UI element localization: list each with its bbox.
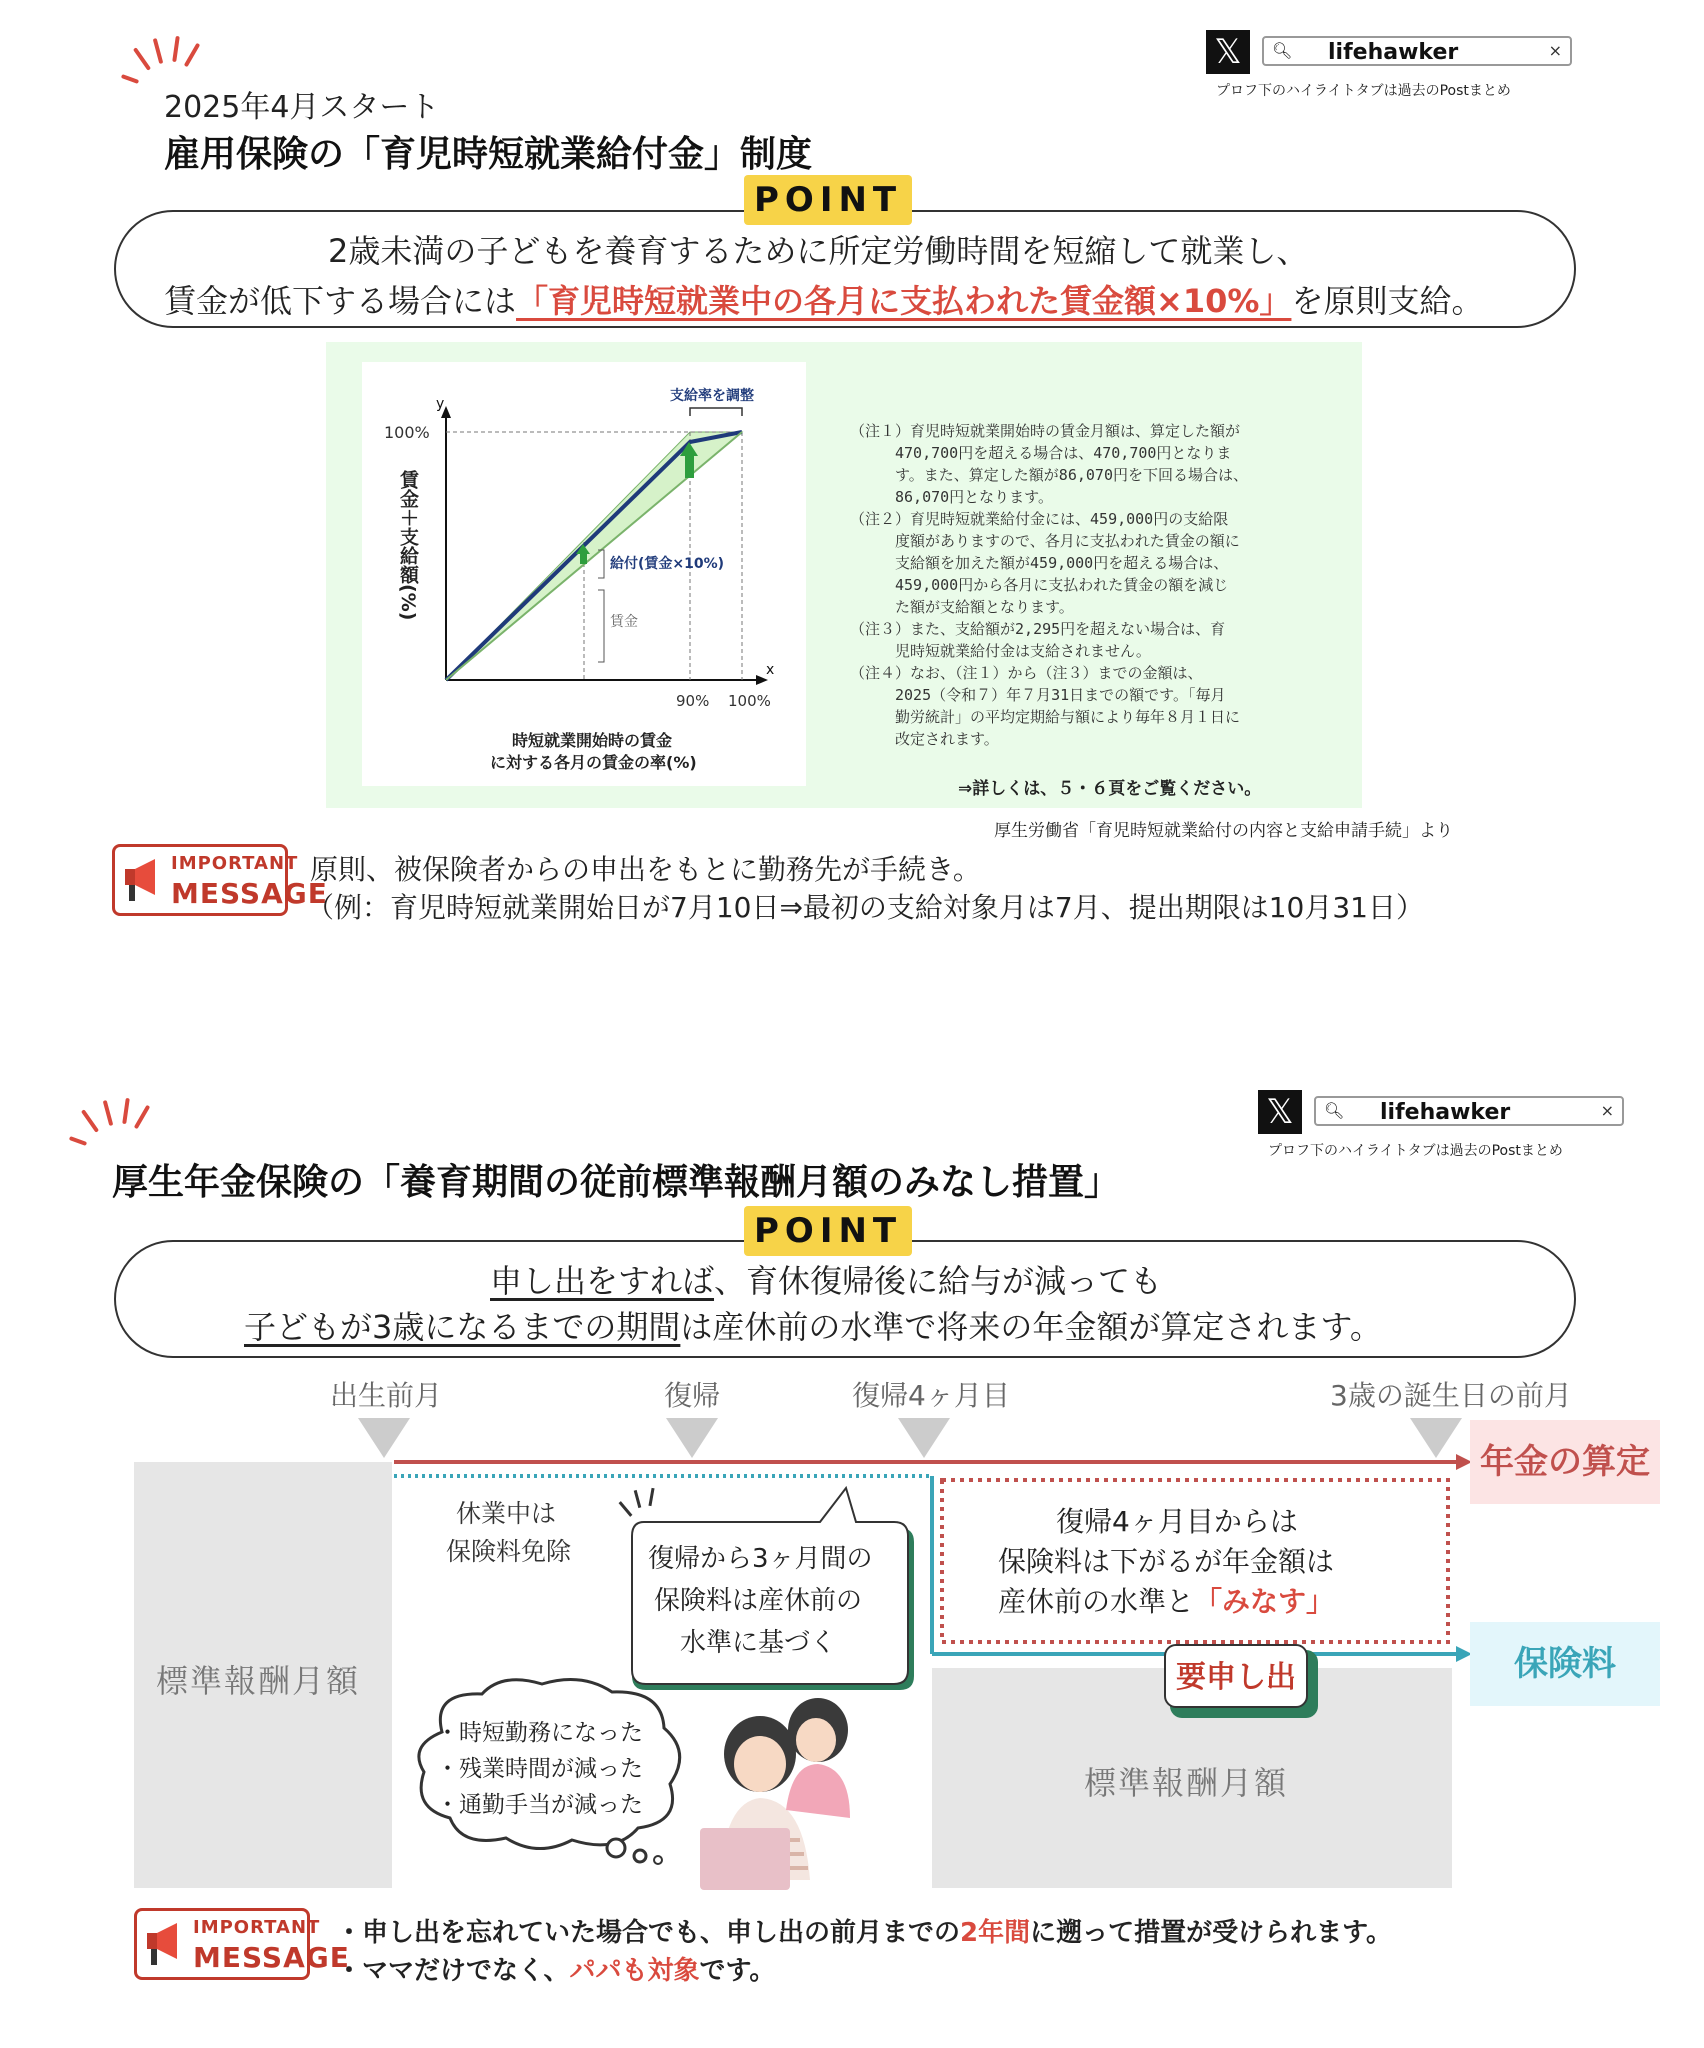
search-box[interactable] xyxy=(1262,36,1572,66)
note-line: す。また、算定した額が86,070円を下回る場合は、 xyxy=(850,466,1248,484)
section-2-title: 厚生年金保険の「養育期間の従前標準報酬月額のみなし措置」 xyxy=(112,1162,1121,1203)
close-icon[interactable]: × xyxy=(1600,1101,1614,1120)
adjust-label: 支給率を調整 xyxy=(670,388,754,404)
bubble-line-3: 水準に基づく xyxy=(680,1628,837,1658)
x-logo-icon[interactable]: 𝕏 xyxy=(1206,30,1250,74)
box-line-3-highlight: 「みなす」 xyxy=(1194,1585,1335,1618)
point-badge: POINT xyxy=(744,1206,912,1256)
box-line-1: 復帰4ヶ月目からは xyxy=(1056,1505,1298,1538)
note-line: 470,700円を超える場合は、470,700円となりま xyxy=(850,444,1232,462)
box-line-3 xyxy=(998,1580,1334,1620)
thought-line-2: ・残業時間が減った xyxy=(436,1756,643,1782)
note-line: 度額がありますので、各月に支払われた賃金の額に xyxy=(850,532,1240,550)
megaphone-icon xyxy=(121,855,161,907)
important-label: IMPORTANT xyxy=(193,1917,321,1938)
message-line-1: 原則、被保険者からの申出をもとに勤務先が手続き。 xyxy=(310,853,981,886)
point-line-1-rest: 、育休復帰後に給与が減っても xyxy=(714,1262,1163,1300)
box-line-2: 保険料は下がるが年金額は xyxy=(998,1545,1335,1578)
y-axis-title: 賃金＋支給額(%) xyxy=(397,470,419,621)
note-line: （注１）育児時短就業開始時の賃金月額は、算定した額が xyxy=(850,422,1241,440)
y-tick-100: 100% xyxy=(384,423,430,442)
timeline-return: 復帰 xyxy=(664,1379,721,1412)
timeline-birth-month: 出生前月 xyxy=(330,1379,443,1412)
note-line: 86,070円となります。 xyxy=(850,488,1053,506)
message-line-2: （例：育児時短就業開始日が7月10日⇒最初の支給対象月は7月、提出期限は10月31日） xyxy=(306,891,1424,924)
message-1-pre: ・申し出を忘れていた場合でも、申し出の前月までの xyxy=(336,1918,961,1948)
x-axis-title-1: 時短就業開始時の賃金 xyxy=(512,731,673,750)
point-line-2-pre: 賃金が低下する場合には xyxy=(164,282,517,320)
bubble-line-1: 復帰から3ヶ月間の xyxy=(648,1544,873,1574)
brand-subtext: プロフ下のハイライトタブは過去のPostまとめ xyxy=(1268,1143,1563,1159)
megaphone-icon xyxy=(143,1919,183,1971)
x-axis-title-2: に対する各月の賃金の率(%) xyxy=(490,753,697,772)
thought-line-1: ・時短勤務になった xyxy=(436,1720,643,1746)
message-label: MESSAGE xyxy=(193,1941,350,1974)
message-label: MESSAGE xyxy=(171,877,328,910)
pension-label: 年金の算定 xyxy=(1470,1420,1660,1504)
wage-chart xyxy=(362,362,806,786)
search-text: lifehawker xyxy=(1328,40,1459,65)
search-icon: 🔍︎ xyxy=(1272,41,1293,60)
search-icon: 🔍︎ xyxy=(1324,1101,1345,1120)
section-1-title: 雇用保険の「育児時短就業給付金」制度 xyxy=(164,134,813,175)
note-line: 児時短就業給付金は支給されません。 xyxy=(850,642,1151,660)
leave-text-2: 保険料免除 xyxy=(446,1537,572,1566)
close-icon[interactable]: × xyxy=(1548,41,1562,60)
note-line: （注３）また、支給額が2,295円を超えない場合は、育 xyxy=(850,620,1226,638)
point-line-1: 2歳未満の子どもを養育するために所定労働時間を短縮して就業し、 xyxy=(328,232,1309,270)
details-link[interactable]: ⇒詳しくは、５・６頁をご覧ください。 xyxy=(958,779,1262,799)
note-line: （注２）育児時短就業給付金には、459,000円の支給限 xyxy=(850,510,1229,528)
benefit-label: 給付(賃金×10%) xyxy=(610,556,725,572)
y-axis-letter: y xyxy=(436,396,445,412)
message-2-highlight: パパも対象 xyxy=(569,1956,700,1986)
std-label-left: 標準報酬月額 xyxy=(156,1662,361,1700)
message-2-post: です。 xyxy=(699,1956,776,1986)
wage-label: 賃金 xyxy=(610,614,638,630)
message-2-pre: ・ママだけでなく、 xyxy=(336,1956,570,1986)
source-text: 厚生労働省「育児時短就業給付の内容と支給申請手続」より xyxy=(994,821,1453,841)
point-badge: POINT xyxy=(744,175,912,225)
x-tick-90: 90% xyxy=(676,692,710,710)
timeline-before-3rd-birthday: 3歳の誕生日の前月 xyxy=(1330,1379,1572,1412)
start-label: 2025年4月スタート xyxy=(164,90,440,125)
point-line-2-post: を原則支給。 xyxy=(1291,282,1484,320)
important-badge xyxy=(112,844,328,916)
point-line-1-underlined: 申し出をすれば xyxy=(490,1262,715,1300)
box-line-3-pre: 産休前の水準と xyxy=(998,1585,1195,1618)
bubble-line-2: 保険料は産休前の xyxy=(654,1586,863,1616)
note-line: 2025（令和７）年７月31日までの額です。「毎月 xyxy=(850,686,1226,704)
important-label: IMPORTANT xyxy=(171,853,299,874)
point-line-2-rest: は産休前の水準で将来の年金額が算定されます。 xyxy=(680,1308,1382,1346)
search-text: lifehawker xyxy=(1380,1100,1511,1125)
request-badge: 要申し出 xyxy=(1164,1644,1308,1708)
note-line: 支給額を加えた額が459,000円を超える場合は、 xyxy=(850,554,1229,572)
message-1-highlight: 2年間 xyxy=(960,1918,1031,1948)
note-line: 勤労統計」の平均定期給与額により毎年８月１日に xyxy=(850,708,1241,726)
std-label-right: 標準報酬月額 xyxy=(1084,1764,1289,1802)
point-line-2-highlight: 「育児時短就業中の各月に支払われた賃金額×10%」 xyxy=(516,282,1292,320)
x-logo-icon[interactable]: 𝕏 xyxy=(1258,1090,1302,1134)
timeline-return-4th-month: 復帰4ヶ月目 xyxy=(852,1379,1010,1412)
message-1-post: に遡って措置が受けられます。 xyxy=(1030,1918,1393,1948)
point-line-2 xyxy=(244,1302,1382,1348)
x-tick-100: 100% xyxy=(728,692,771,710)
note-line: （注４）なお、（注１）から（注３）までの金額は、 xyxy=(850,664,1203,682)
point-line-2 xyxy=(164,276,1483,322)
x-axis-letter: x xyxy=(766,662,775,678)
important-badge xyxy=(134,1908,350,1980)
brand-subtext: プロフ下のハイライトタブは過去のPostまとめ xyxy=(1216,83,1511,99)
message-line-1 xyxy=(336,1912,1392,1949)
leave-text-1: 休業中は xyxy=(456,1499,557,1528)
point-line-2-underlined: 子どもが3歳になるまでの期間 xyxy=(244,1308,681,1346)
note-line: た額が支給額となります。 xyxy=(850,598,1074,616)
note-line: 改定されます。 xyxy=(850,730,999,748)
message-line-2 xyxy=(336,1950,775,1987)
parent-child-illustration xyxy=(700,1690,880,1890)
point-line-1 xyxy=(490,1256,1162,1302)
search-box[interactable] xyxy=(1314,1096,1624,1126)
thought-line-3: ・通勤手当が減った xyxy=(436,1792,643,1818)
premium-label: 保険料 xyxy=(1470,1622,1660,1706)
note-line: 459,000円から各月に支払われた賃金の額を減じ xyxy=(850,576,1229,594)
